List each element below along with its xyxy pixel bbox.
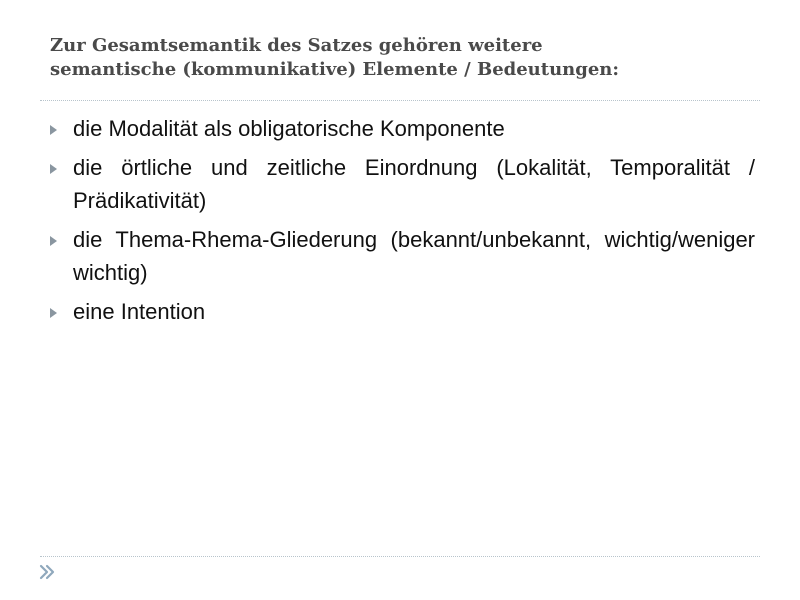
list-item — [50, 223, 755, 289]
slide-title-line-2: semantische (kommunikative) Elemente / Bedeutungen: — [50, 59, 620, 80]
footer-divider — [40, 556, 760, 557]
list-item-text: eine Intention — [73, 299, 206, 324]
triangle-bullet-icon — [50, 308, 57, 318]
list-item-text: die Modalität als obligatorische Komponente — [73, 116, 505, 141]
list-item — [50, 112, 755, 145]
triangle-bullet-icon — [50, 125, 57, 135]
list-item — [50, 151, 755, 217]
list-item-text: die örtliche und zeitliche Einordnung (Lokalität, Temporalität / Prädikativität) — [73, 155, 755, 213]
title-divider — [40, 100, 760, 101]
list-item-text: die Thema-Rhema-Gliederung (bekannt/unbekannt, wichtig/weniger wichtig) — [73, 227, 755, 285]
slide-title-line-1: Zur Gesamtsemantik des Satzes gehören weitere — [50, 35, 543, 56]
double-chevron-right-icon[interactable] — [38, 563, 56, 581]
bullet-list — [50, 112, 755, 334]
list-item — [50, 295, 755, 328]
triangle-bullet-icon — [50, 236, 57, 246]
slide-title — [50, 34, 750, 82]
triangle-bullet-icon — [50, 164, 57, 174]
